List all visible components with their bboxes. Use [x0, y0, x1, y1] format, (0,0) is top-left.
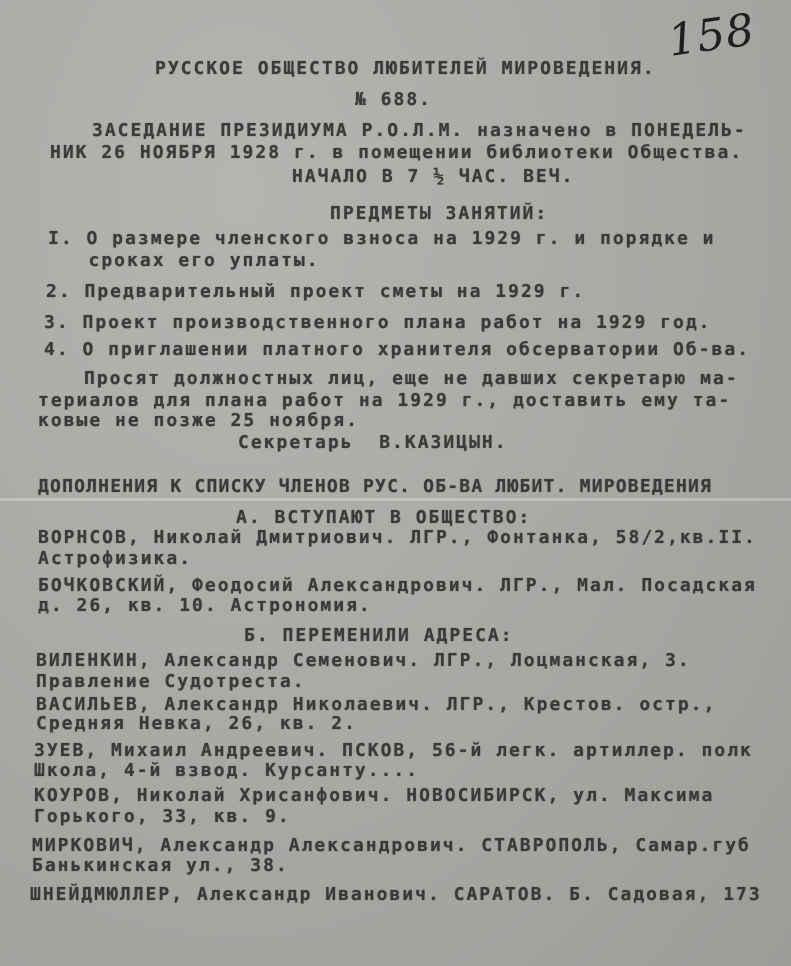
request-paragraph-line: териалов для плана работ на 1929 г., доставить ему та-	[38, 390, 732, 411]
section-a-title: А. ВСТУПАЮТ В ОБЩЕСТВО:	[236, 507, 532, 528]
address-entry: ВИЛЕНКИН, Александр Семенович. ЛГР., Лоцманская, 3.	[36, 650, 691, 671]
address-entry: ВАСИЛЬЕВ, Александр Николаевич. ЛГР., Крестов. остр.,	[36, 694, 717, 715]
address-entry: Банькинская ул., 38.	[32, 855, 289, 876]
member-entry: Астрофизика.	[38, 548, 193, 569]
agenda-item: 2. Предварительный проект сметы на 1929 г.	[46, 281, 586, 302]
meeting-line: ЗАСЕДАНИЕ ПРЕЗИДИУМА Р.О.Л.М. назначено в ПОНЕДЕЛЬ-	[92, 120, 747, 141]
agenda-title: ПРЕДМЕТЫ ЗАНЯТИЙ:	[330, 203, 549, 224]
agenda-item: 4. О приглашении платного хранителя обсерватории Об-ва.	[44, 339, 751, 360]
agenda-item: 3. Проект производственного плана работ на 1929 год.	[44, 312, 712, 333]
address-entry: Школа, 4-й взвод. Курсанту....	[34, 760, 420, 781]
address-entry: КОУРОВ, Николай Хрисанфович. НОВОСИБИРСК, ул. Максима	[34, 785, 715, 806]
secretary-signature: Секретарь В.КАЗИЦЫН.	[238, 432, 508, 453]
address-entry: ЗУЕВ, Михаил Андреевич. ПСКОВ, 56-й легк. артиллер. полк	[34, 740, 753, 761]
request-paragraph-line: Просят должностных лиц, еще не давших секретарю ма-	[84, 368, 739, 389]
meeting-start-time: НАЧАЛО В 7 ½ ЧАС. ВЕЧ.	[292, 166, 575, 187]
member-entry: ВОРНСОВ, Николай Дмитриович. ЛГР., Фонтанка, 58/2,кв.II.	[38, 527, 757, 548]
meeting-line: НИК 26 НОЯБРЯ 1928 г. в помещении библиотеки Общества.	[50, 142, 744, 163]
address-entry: Горького, 33, кв. 9.	[34, 806, 291, 827]
request-paragraph-line: ковые не позже 25 ноября.	[38, 410, 359, 431]
address-entry: Правление Судотреста.	[36, 671, 306, 692]
agenda-item: сроках его уплаты.	[50, 250, 320, 271]
member-entry: БОЧКОВСКИЙ, Феодосий Александрович. ЛГР., Мал. Посадская	[38, 575, 757, 596]
handwritten-page-number: 158	[664, 4, 759, 67]
address-entry: ШНЕЙДМЮЛЛЕР, Александр Иванович. САРАТОВ. Б. Садовая, 173	[30, 884, 762, 905]
agenda-item: I. О размере членского взноса на 1929 г. и порядке и	[48, 228, 716, 249]
additions-title: ДОПОЛНЕНИЯ К СПИСКУ ЧЛЕНОВ РУС. ОБ-ВА ЛЮБИТ. МИРОВЕДЕНИЯ	[38, 476, 713, 497]
section-b-title: Б. ПЕРЕМЕНИЛИ АДРЕСА:	[244, 625, 514, 646]
member-entry: д. 26, кв. 10. Астрономия.	[38, 595, 372, 616]
page-fold	[0, 498, 791, 501]
address-entry: МИРКОВИЧ, Александр Александрович. СТАВРОПОЛЬ, Самар.губ	[32, 835, 751, 856]
address-entry: Средняя Невка, 26, кв. 2.	[36, 713, 357, 734]
document-number: № 688.	[355, 89, 433, 110]
organization-title: РУССКОЕ ОБЩЕСТВО ЛЮБИТЕЛЕЙ МИРОВЕДЕНИЯ.	[155, 58, 656, 79]
